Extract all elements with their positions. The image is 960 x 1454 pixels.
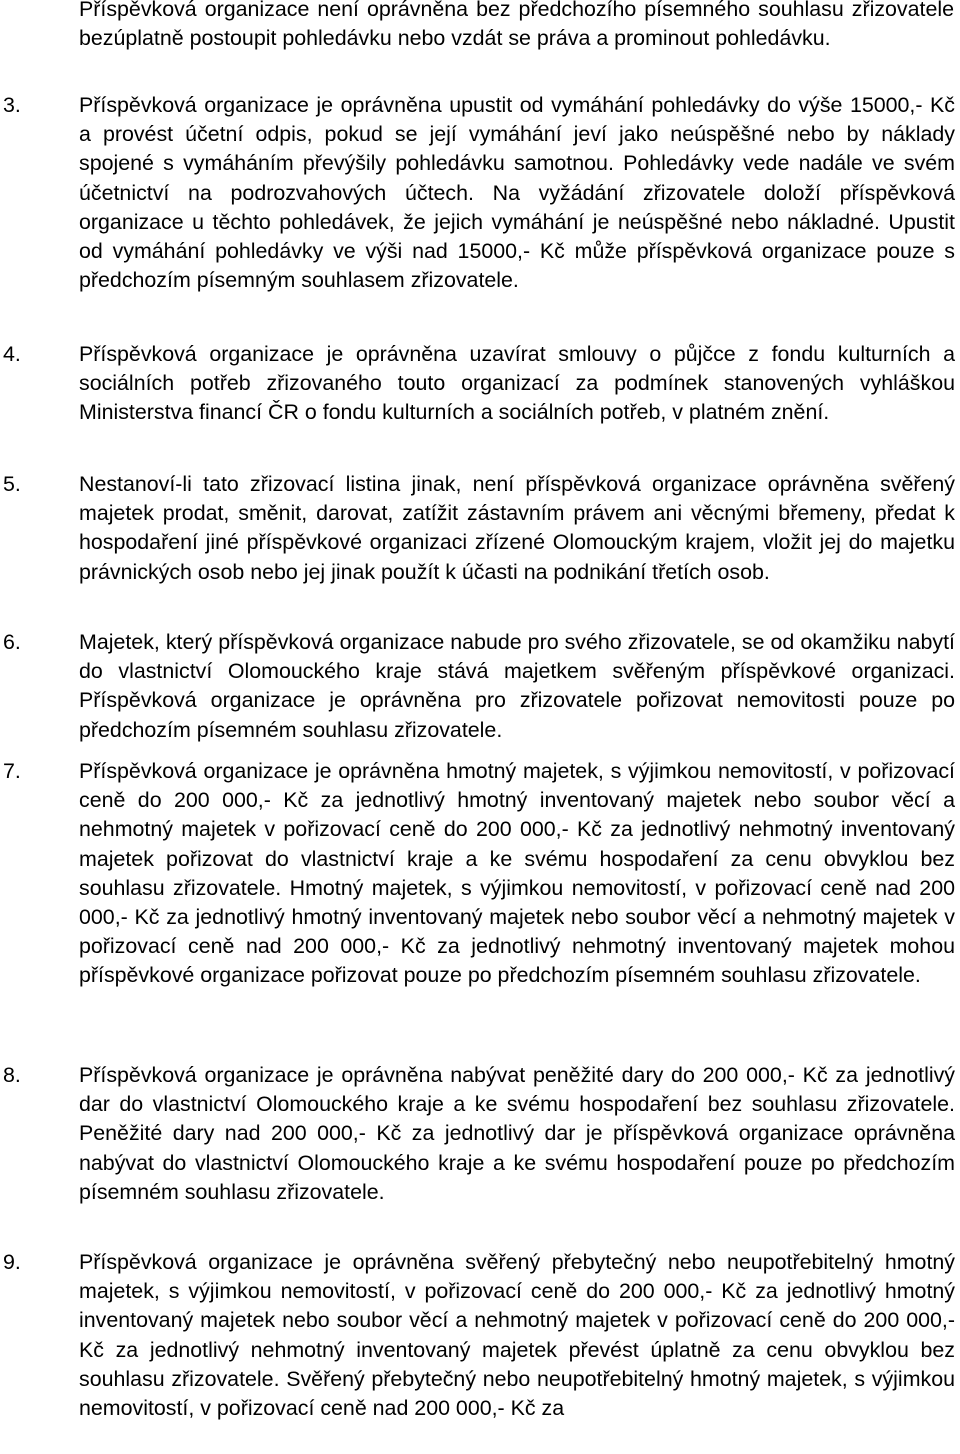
list-item-number: 6. <box>3 630 21 654</box>
list-item-6 <box>0 628 955 745</box>
list-item-text: Příspěvková organizace je oprávněna svěřený přebytečný nebo neupotřebitelný hmotný majetek, s výjimkou nemovitostí, v pořizovací ceně do 200 000,- Kč za jednotlivý hmotný inventovaný majetek nebo soubor věcí a nehmotný majetek v pořizovací ceně do 200 000,- Kč za jednotlivý nehmotný inventovaný majetek převést úplatně za cenu obvyklou bez souhlasu zřizovatele. Svěřený přebytečný nebo neupotřebitelný hmotný majetek, s výjimkou nemovitostí, v pořizovací ceně nad 200 000,- Kč za <box>79 1250 955 1421</box>
list-item-text: Příspěvková organizace je oprávněna uzavírat smlouvy o půjčce z fondu kulturních a sociálních potřeb zřizovaného touto organizací za podmínek stanovených vyhláškou Ministerstva financí ČR o fondu kulturních a sociálních potřeb, v platném znění. <box>79 342 955 425</box>
list-item-text: Příspěvková organizace je oprávněna hmotný majetek, s výjimkou nemovitostí, v pořizovací ceně do 200 000,- Kč za jednotlivý hmotný inventovaný majetek nebo soubor věcí a nehmotný majetek v pořizovací ceně do 200 000,- Kč za jednotlivý nehmotný inventovaný majetek pořizovat do vlastnictví kraje a ke svému hospodaření za cenu obvyklou bez souhlasu zřizovatele. Hmotný majetek, s výjimkou nemovitostí, v pořizovací ceně nad 200 000,- Kč za jednotlivý hmotný inventovaný majetek nebo soubor věcí a nehmotný majetek v pořizovací ceně nad 200 000,- Kč za jednotlivý nehmotný inventovaný majetek mohou příspěvkové organizace pořizovat pouze po předchozím písemném souhlasu zřizovatele. <box>79 759 955 988</box>
list-item-9 <box>0 1248 955 1423</box>
list-item-number: 4. <box>3 342 21 366</box>
list-item-number: 8. <box>3 1063 21 1087</box>
list-item-number: 9. <box>3 1250 21 1274</box>
list-item-text: Nestanoví-li tato zřizovací listina jinak, není příspěvková organizace oprávněna svěřený majetek prodat, směnit, darovat, zatížit zástavním právem ani věcnými břemeny, předat k hospodaření jiné příspěvkové organizaci zřízené Olomouckým krajem, vložit jej do majetku právnických osob nebo jej jinak použít k účasti na podnikání třetích osob. <box>79 472 955 584</box>
list-item-7 <box>0 757 955 991</box>
list-item-number: 5. <box>3 472 21 496</box>
list-item-5 <box>0 470 955 587</box>
list-item-8 <box>0 1061 955 1207</box>
intro-paragraph: Příspěvková organizace není oprávněna bez předchozího písemného souhlasu zřizovatele bezúplatně postoupit pohledávku nebo vzdát se práva a prominout pohledávku. <box>79 0 954 51</box>
list-item-number: 7. <box>3 759 21 783</box>
list-item-text: Příspěvková organizace je oprávněna nabývat peněžité dary do 200 000,- Kč za jednotlivý dar do vlastnictví Olomouckého kraje a ke svému hospodaření bez souhlasu zřizovatele. Peněžité dary nad 200 000,- Kč za jednotlivý dar je příspěvková organizace oprávněna nabývat do vlastnictví Olomouckého kraje a ke svému hospodaření pouze po předchozím písemném souhlasu zřizovatele. <box>79 1063 955 1204</box>
list-item-text: Příspěvková organizace je oprávněna upustit od vymáhání pohledávky do výše 15000,- Kč a provést účetní odpis, pokud se její vymáhání jeví jako neúspěšné nebo by náklady spojené s vymáháním převýšily pohledávku samotnou. Pohledávky vede nadále ve svém účetnictví na podrozvahových účtech. Na vyžádání zřizovatele doloží příspěvková organizace u těchto pohledávek, že jejich vymáhání je neúspěšné nebo nákladné. Upustit od vymáhání pohledávky ve výši nad 15000,- Kč může příspěvková organizace pouze s předchozím písemným souhlasem zřizovatele. <box>79 93 955 293</box>
list-item-3 <box>0 91 955 295</box>
list-item-number: 3. <box>3 93 21 117</box>
list-item-text: Majetek, který příspěvková organizace nabude pro svého zřizovatele, se od okamžiku nabytí do vlastnictví Olomouckého kraje stává majetkem svěřeným příspěvkové organizaci. Příspěvková organizace je oprávněna pro zřizovatele pořizovat nemovitosti pouze po předchozím písemném souhlasu zřizovatele. <box>79 630 955 742</box>
list-item-4 <box>0 340 955 428</box>
